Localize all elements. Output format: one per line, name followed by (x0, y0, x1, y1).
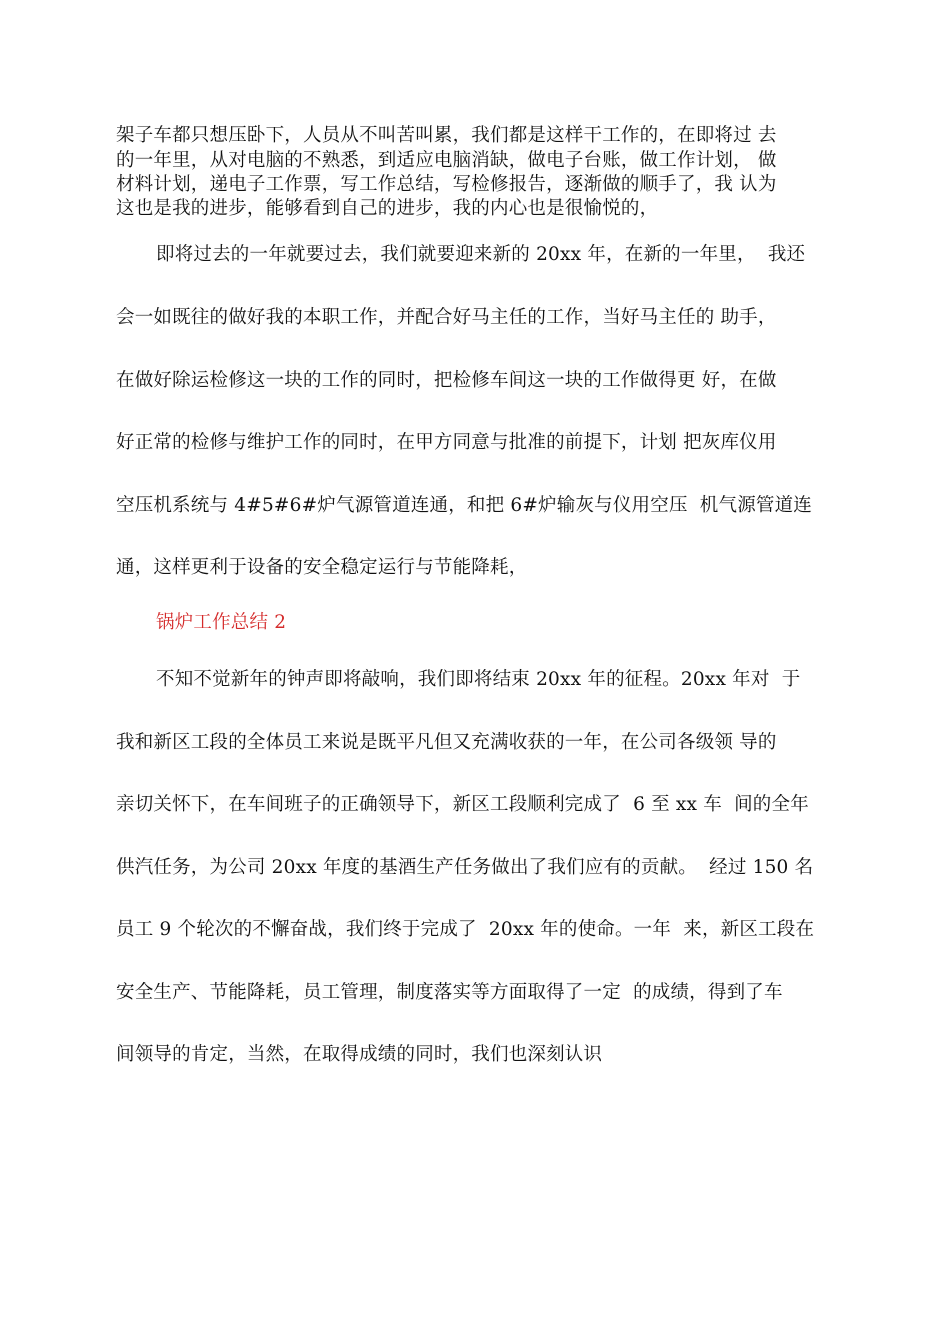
paragraph-1-line-2: 的一年里，从对电脑的不熟悉，到适应电脑消缺，做电子台账，做工作计划， 做 (116, 150, 777, 171)
section-heading: 锅炉工作总结 2 (156, 612, 287, 633)
paragraph-1-line-1: 架子车都只想压卧下，人员从不叫苦叫累，我们都是这样干工作的，在即将过 去 (116, 125, 777, 146)
paragraph-2-line-2: 会一如既往的做好我的本职工作，并配合好马主任的工作，当好马主任的 助手， (116, 307, 777, 328)
paragraph-1-line-3: 材料计划，递电子工作票，写工作总结，写检修报告，逐渐做的顺手了，我 认为 (116, 174, 777, 195)
paragraph-2-line-4: 好正常的检修与维护工作的同时，在甲方同意与批准的前提下，计划 把灰库仪用 (116, 432, 777, 453)
paragraph-3-line-4: 供汽任务，为公司 20xx 年度的基酒生产任务做出了我们应有的贡献。 经过 150 名 (116, 857, 814, 878)
paragraph-3-line-2: 我和新区工段的全体员工来说是既平凡但又充满收获的一年，在公司各级领 导的 (116, 732, 777, 753)
paragraph-2-line-3: 在做好除运检修这一块的工作的同时，把检修车间这一块的工作做得更 好，在做 (116, 370, 777, 391)
paragraph-2-line-5: 空压机系统与 4#5#6#炉气源管道连通，和把 6#炉输灰与仪用空压 机气源管道连 (116, 495, 813, 516)
paragraph-3-line-5: 员工 9 个轮次的不懈奋战，我们终于完成了 20xx 年的使命。一年 来，新区工段在 (116, 919, 815, 940)
paragraph-2-line-6: 通，这样更利于设备的安全稳定运行与节能降耗， (116, 557, 528, 578)
paragraph-3-line-3: 亲切关怀下，在车间班子的正确领导下，新区工段顺利完成了 6 至 xx 车 间的全年 (116, 794, 809, 815)
paragraph-2-line-1: 即将过去的一年就要过去，我们就要迎来新的 20xx 年，在新的一年里， 我还 (156, 244, 806, 265)
paragraph-1-line-4: 这也是我的进步，能够看到自己的进步，我的内心也是很愉悦的， (116, 198, 659, 219)
paragraph-3-line-1: 不知不觉新年的钟声即将敲响，我们即将结束 20xx 年的征程。20xx 年对 于 (156, 669, 801, 690)
paragraph-3-line-6: 安全生产、节能降耗，员工管理，制度落实等方面取得了一定 的成绩，得到了车 (116, 982, 783, 1003)
paragraph-3-line-7: 间领导的肯定，当然，在取得成绩的同时，我们也深刻认识 (116, 1044, 603, 1065)
